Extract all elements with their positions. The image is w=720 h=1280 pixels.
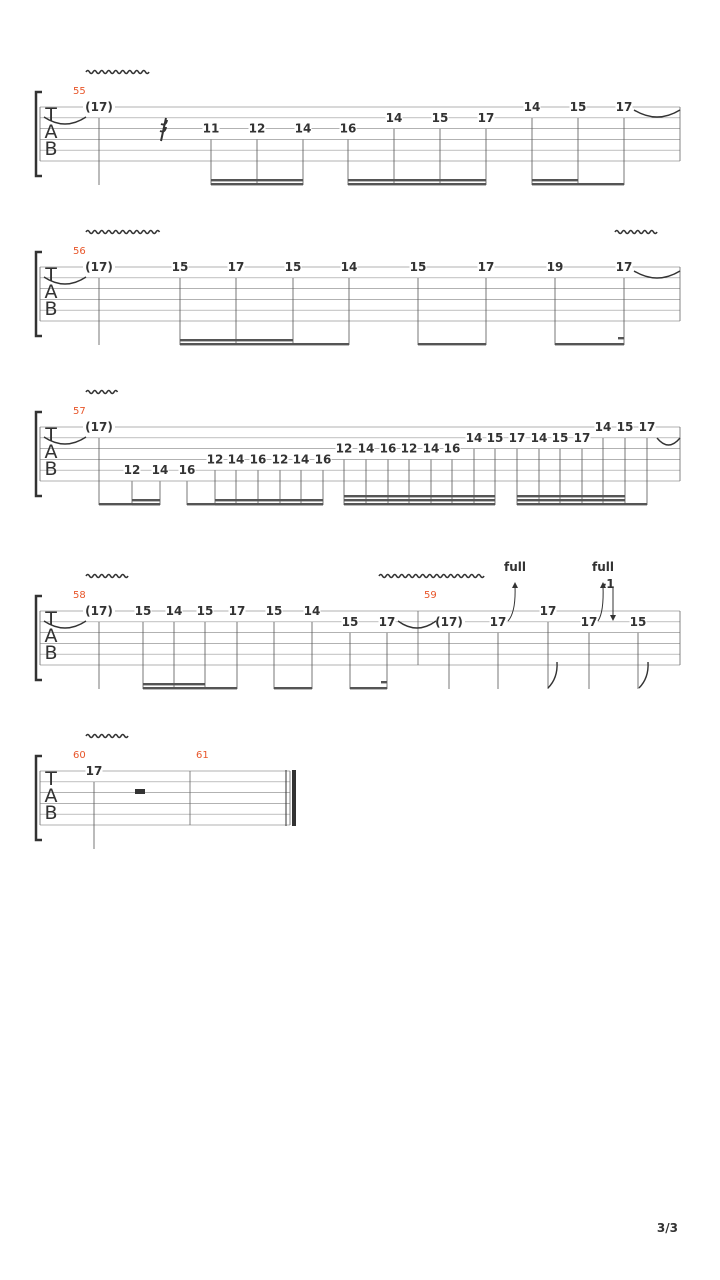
vibrato-mark	[86, 231, 160, 234]
tab-clef-letter: B	[44, 642, 58, 664]
tab-clef-letter: B	[44, 138, 58, 160]
beam	[215, 503, 323, 505]
tab-clef-letter: B	[44, 802, 58, 824]
bend-arrow	[508, 586, 515, 621]
fret-number: 14	[292, 452, 310, 467]
fret-number: 17	[489, 614, 507, 629]
bend-label: -1	[601, 577, 615, 591]
fret-number: 12	[123, 463, 141, 478]
bend-arrow	[598, 586, 603, 621]
tab-clef-letter: A	[44, 625, 58, 647]
slide-out	[639, 662, 648, 688]
beam	[274, 687, 312, 689]
fret-number: 14	[422, 441, 440, 456]
fret-number: 17	[508, 430, 526, 445]
measure-number: 58	[73, 590, 86, 601]
bend-label: full	[504, 560, 526, 574]
fret-number: 14	[357, 441, 375, 456]
beam-flag	[618, 337, 624, 339]
fret-number: 17	[580, 614, 598, 629]
fret-number: 17	[615, 100, 633, 114]
measure-number: 60	[73, 750, 86, 761]
fret-number: (17)	[435, 614, 463, 629]
slide-out	[548, 662, 557, 688]
fret-number: 15	[431, 110, 449, 125]
fret-number: 14	[303, 604, 321, 618]
beam	[517, 495, 625, 497]
beam	[344, 499, 495, 501]
fret-number: (17)	[85, 604, 113, 618]
release-arrowhead	[610, 615, 616, 621]
fret-number: 17	[539, 604, 557, 618]
fret-number: 16	[443, 441, 461, 456]
fret-number: 14	[530, 430, 548, 445]
tab-clef-letter: A	[44, 281, 58, 303]
beam	[293, 343, 349, 345]
beam	[205, 687, 237, 689]
tie-arc	[634, 271, 680, 278]
page-number: 3/3	[656, 1221, 678, 1235]
fret-number: 17	[378, 614, 396, 629]
fret-number: 15	[569, 100, 587, 114]
beam-flag	[381, 681, 387, 683]
fret-number: 17	[573, 430, 591, 445]
vibrato-mark	[86, 575, 128, 578]
fret-number: 17	[477, 260, 495, 274]
tab-clef-letter: T	[45, 104, 57, 126]
measure-number: 59	[424, 590, 437, 601]
fret-number: 15	[341, 614, 359, 629]
tab-clef-letter: T	[45, 768, 57, 790]
beam	[517, 499, 625, 501]
fret-number: 12	[335, 441, 353, 456]
system-bracket	[36, 92, 42, 176]
fret-number: 15	[171, 260, 189, 274]
beam	[517, 503, 625, 505]
system-bracket	[36, 596, 42, 680]
fret-number: 14	[523, 100, 541, 114]
fret-number: 15	[196, 604, 214, 618]
tab-clef-letter: T	[45, 424, 57, 446]
fret-number: 12	[400, 441, 418, 456]
beam	[180, 343, 293, 345]
sixteenth-rest	[160, 118, 167, 141]
fret-number: 15	[134, 604, 152, 618]
fret-number: 16	[379, 441, 397, 456]
fret-number: (17)	[85, 100, 113, 114]
beam	[348, 183, 486, 185]
bend-arrowhead	[512, 582, 518, 588]
system-bracket	[36, 756, 42, 840]
fret-number: 11	[202, 121, 220, 136]
vibrato-mark	[86, 391, 118, 394]
vibrato-mark	[86, 735, 128, 738]
fret-number: 17	[228, 604, 246, 618]
beam	[578, 183, 624, 185]
beam	[555, 343, 624, 345]
fret-number: 14	[151, 463, 169, 478]
fret-number: 16	[314, 452, 332, 467]
fret-number: 15	[486, 430, 504, 445]
fret-number: 15	[284, 260, 302, 274]
fret-number: 17	[477, 110, 495, 125]
beam	[211, 179, 303, 181]
tab-clef-letter: T	[45, 264, 57, 286]
fret-number: 14	[465, 430, 483, 445]
fret-number: 15	[409, 260, 427, 274]
beam	[344, 503, 495, 505]
fret-number: 12	[248, 121, 266, 136]
fret-number: 14	[227, 452, 245, 467]
beam	[350, 687, 387, 689]
fret-number: 17	[227, 260, 245, 274]
measure-number: 57	[73, 406, 86, 417]
fret-number: 12	[206, 452, 224, 467]
system-bracket	[36, 252, 42, 336]
tab-clef-letter: B	[44, 458, 58, 480]
fret-number: 17	[85, 764, 103, 778]
fret-number: 14	[294, 121, 312, 136]
vibrato-mark	[615, 231, 657, 234]
beam	[625, 503, 647, 505]
system-bracket	[36, 412, 42, 496]
vibrato-mark	[379, 575, 484, 578]
measure-number: 56	[73, 246, 86, 257]
fret-number: 15	[616, 420, 634, 434]
beam	[143, 683, 205, 685]
fret-number: 14	[594, 420, 612, 434]
tab-clef-letter: T	[45, 608, 57, 630]
tie-arc	[634, 110, 680, 117]
vibrato-mark	[86, 71, 149, 74]
fret-number: (17)	[85, 420, 113, 434]
fret-number: 14	[385, 110, 403, 125]
beam	[532, 183, 578, 185]
fret-number: 15	[551, 430, 569, 445]
beam	[132, 499, 160, 501]
measure-number: 61	[196, 750, 209, 761]
beam	[211, 183, 303, 185]
measure-number: 55	[73, 86, 86, 97]
beam	[143, 687, 205, 689]
half-rest	[135, 789, 145, 794]
fret-number: 16	[178, 463, 196, 478]
beam	[344, 495, 495, 497]
fret-number: 17	[615, 260, 633, 274]
fret-number: (17)	[85, 260, 113, 274]
beam	[418, 343, 486, 345]
fret-number: 14	[340, 260, 358, 274]
beam	[348, 179, 486, 181]
fret-number: 14	[165, 604, 183, 618]
beam	[132, 503, 160, 505]
fret-number: 17	[638, 420, 656, 434]
beam	[180, 339, 293, 341]
beam	[532, 179, 578, 181]
tie-arc	[657, 438, 680, 445]
fret-number: 12	[271, 452, 289, 467]
fret-number: 16	[339, 121, 357, 136]
tab-clef-letter: A	[44, 121, 58, 143]
fret-number: 15	[629, 614, 647, 629]
fret-number: 16	[249, 452, 267, 467]
fret-number: 19	[546, 260, 564, 274]
beam	[215, 499, 323, 501]
tab-clef-letter: A	[44, 785, 58, 807]
fret-number: 15	[265, 604, 283, 618]
bend-label: full	[592, 560, 614, 574]
tab-clef-letter: A	[44, 441, 58, 463]
tab-clef-letter: B	[44, 298, 58, 320]
